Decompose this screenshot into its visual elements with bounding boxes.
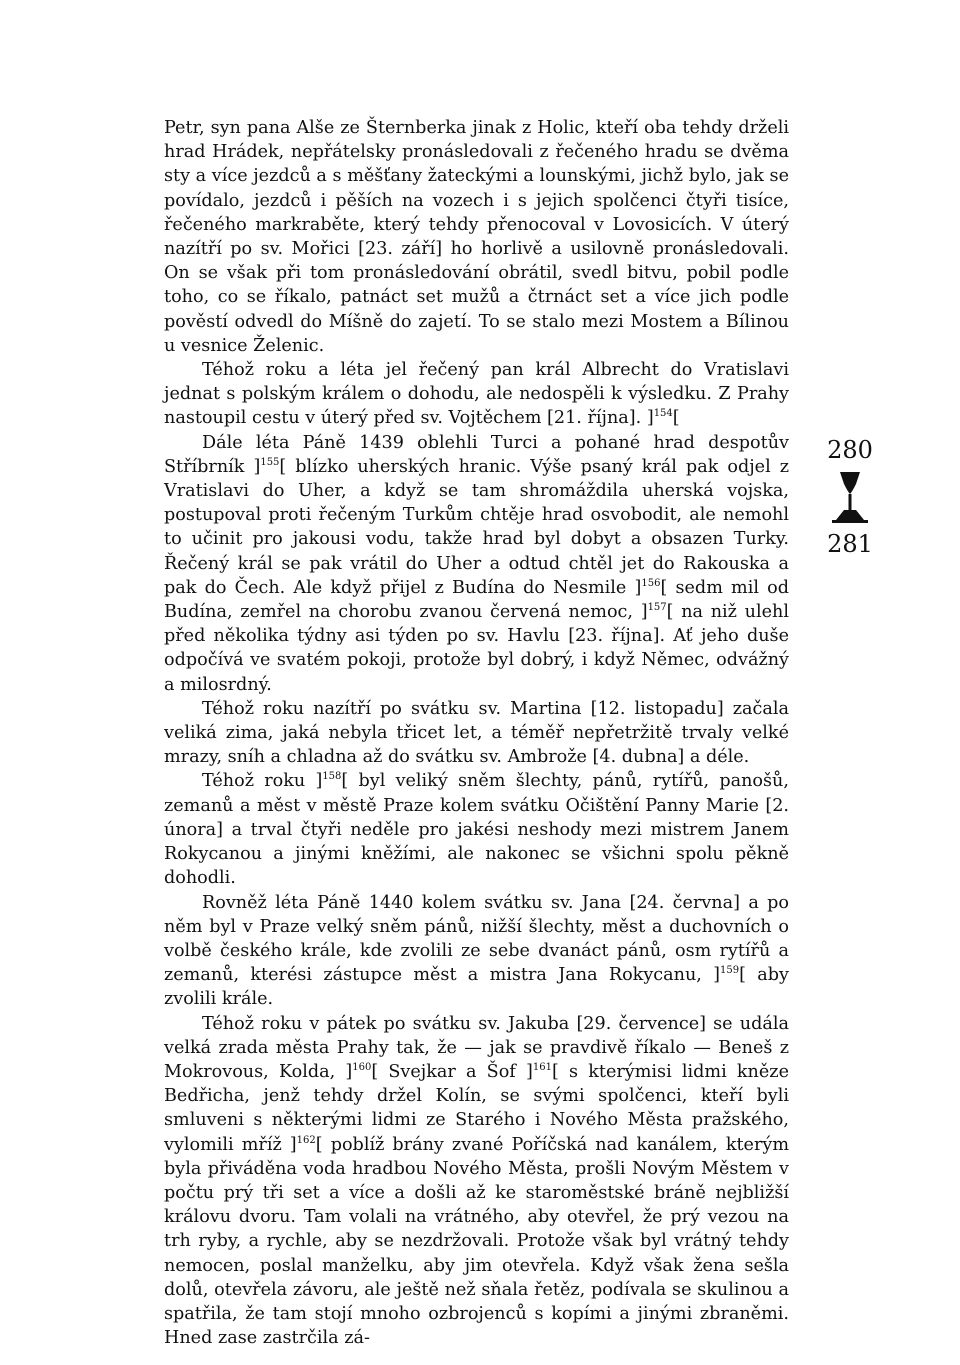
text-run: Téhož roku ] bbox=[202, 771, 323, 792]
text-run: [ bbox=[672, 408, 680, 429]
text-run: [ poblíž brány zvané Poříčská nad kanálem, kterým byla přiváděna voda hradbou Nového Města, prošli Novým Městem v počtu prý tři set a více a došli až ke staroměstské bráně nejbližší královu dvoru. Tam volali na vrátného, aby otevřel, že prý vezou na trh ryby, a rychle, aby se nezdržovali. Protože však byl vrátný tehdy nemocen, poslal manželku, aby jim otevřela. Když však žena sešla dolů, otevřela závoru, ale ještě než sňala řetěz, podívala se skulinou a spatřila, že tam stojí mnoho ozbrojenců s kopími a jinými zbraněmi. Hned zase zastrčila zá- bbox=[164, 1134, 790, 1349]
text-run: Téhož roku a léta jel řečený pan král Albrecht do Vratislavi jednat s polským králem o dohodu, ale nedospěli k výsledku. Z Prahy nastoupil cestu v úterý před sv. Vojtěchem [21. října]. ] bbox=[164, 360, 789, 429]
paragraph bbox=[164, 358, 789, 431]
text-run: [ sedm mil od Budína, zemřel na chorobu zvanou červená nemoc, ] bbox=[164, 577, 790, 623]
text-run: [ byl veliký sněm šlechty, pánů, rytířů, panošů, zemanů a měst v městě Praze kolem svátku Očištění Panny Marie [2. února] a trval čtyři neděle pro jakési neshody mezi mistrem Janem Rokycanou a jinými kněžími, ale nakonec se všichni spolu pěkně dohodli. bbox=[164, 771, 789, 889]
paragraph bbox=[164, 891, 789, 1012]
text-run: [ s kterýmisi lidmi kněze Bedřicha, jenž tehdy držel Kolín, se svými spolčenci, kteří byli smluveni s některými lidmi ze Starého i Nového Města pražského, vylomili mříž ] bbox=[164, 1061, 789, 1155]
paragraph bbox=[164, 116, 789, 358]
text-run: Téhož roku nazítří po svátku sv. Martina [12. listopadu] začala veliká zima, jaká nebyla třicet let, a téměř nepřetržitě trvaly velké mrazy, sníh a chladna až do svátku sv. Ambrože [4. dubna] a déle. bbox=[164, 698, 789, 768]
paragraph bbox=[164, 431, 789, 697]
text-run: Rovněž léta Páně 1440 kolem svátku sv. Jana [24. června] a po něm byl v Praze velký sněm pánů, nižší šlechty, měst a duchovních o volbě českého krále, kde zvolili ze sebe dvanáct pánů, osm rytířů a zemanů, kterési zástupce měst a mistra Jana Rokycanu, ] bbox=[164, 892, 789, 986]
text-run: [ na niž ulehl před několika týdny asi týden po sv. Havlu [23. října]. Ať jeho duše odpočívá ve svatém pokoji, protože byl dobrý, i když Němec, odvážný a milosrdný. bbox=[164, 602, 789, 695]
footnote-marker: 154 bbox=[653, 408, 673, 420]
footnote-marker: 159 bbox=[720, 965, 740, 977]
paragraph bbox=[164, 697, 789, 770]
text-run: [ Svejkar a Šof ] bbox=[371, 1061, 533, 1082]
paragraph bbox=[164, 1012, 789, 1351]
body-text bbox=[164, 116, 789, 1350]
footnote-marker: 155 bbox=[260, 456, 280, 468]
footnote-marker: 158 bbox=[322, 771, 342, 783]
page-number-281: 281 bbox=[827, 530, 873, 558]
footnote-marker: 157 bbox=[647, 602, 667, 614]
footnote-marker: 161 bbox=[532, 1062, 552, 1074]
text-run: Petr, syn pana Alše ze Šternberka jinak z Holic, kteří oba tehdy drželi hrad Hrádek, nepřátelsky pronásledovali z řečeného hradu se dvěma sty a více jezdců a s měšťany žateckými a lounskými, jichž bylo, jak se povídalo, jezdců i pěších na vozech i s jejich spolčenci čtyři tisíce, řečeného markraběte, který tehdy přenocoval v Lovosicích. V úterý nazítří po sv. Mořici [23. září] ho horlivě a usilovně pronásledovali. On se však při tom pronásledování obrátil, svedl bitvu, pobil podle toho, co se říkalo, patnáct set mužů a čtrnáct set a více jich podle pověstí odvedl do Míšně do zajetí. To se stalo mezi Mostem a Bílinou u vesnice Želenic. bbox=[164, 118, 789, 356]
text-run: Téhož roku v pátek po svátku sv. Jakuba [29. července] se udála velká zrada města Prahy tak, že — jak se pravdivě říkalo — Beneš z Mokrovous, Kolda, ] bbox=[164, 1013, 789, 1082]
text-run: [ blízko uherských hranic. Výše psaný král pak odjel z Vratislavi do Uher, a když se tam shromáždila uherská vojska, postupoval proti řečeným Turkům chtěje hrad osvobodit, ale nemohl to učinit pro jakousi vodu, takže hrad byl dobyt a obsazen Turky. Řečený král se pak vrátil do Uher a odtud chtěl jet do Rakouska a pak do Čech. Ale když přijel z Budína do Nesmile ] bbox=[164, 456, 789, 598]
text-run: [ aby zvolili krále. bbox=[164, 965, 789, 1010]
footnote-marker: 160 bbox=[352, 1062, 372, 1074]
page-number-280: 280 bbox=[827, 436, 873, 464]
chalice-icon bbox=[818, 470, 882, 526]
text-run: Dále léta Páně 1439 oblehli Turci a pohané hrad despotův Stříbrník ] bbox=[164, 432, 789, 477]
paragraph bbox=[164, 769, 789, 890]
footnote-marker: 162 bbox=[296, 1134, 316, 1146]
footnote-marker: 156 bbox=[641, 578, 661, 589]
